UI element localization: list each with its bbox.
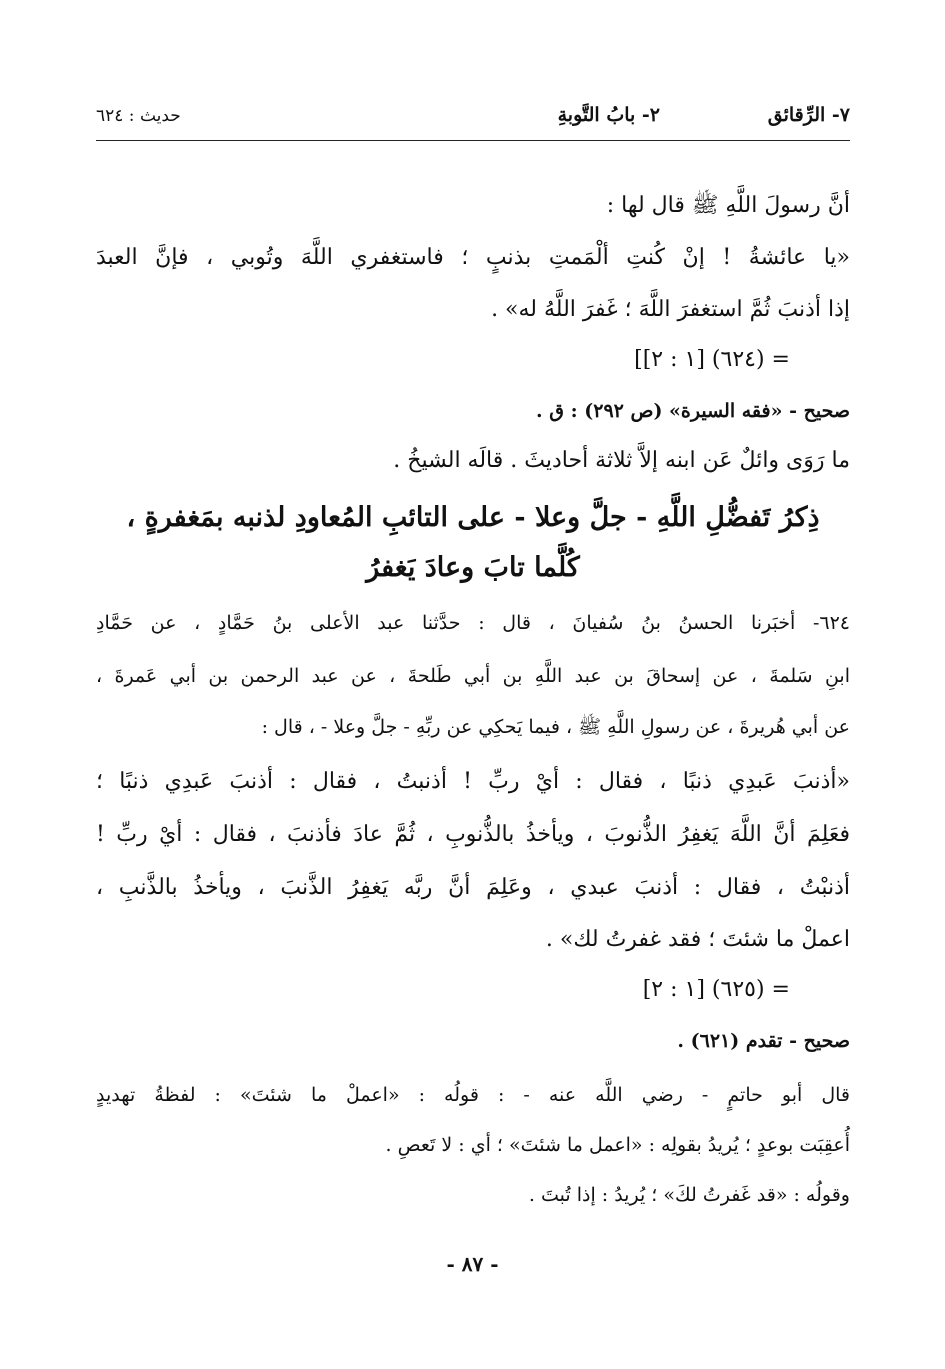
hadith-line: «أذنبَ عَبدِي ذنبًا ، فقال : أيْ ربِّ ! أذنبتُ ، فقال : أذنبَ عَبدِي ذنبًا ؛: [96, 769, 850, 794]
hadith-number-label: حديث : ٦٢٤: [96, 106, 181, 126]
hadith-line: اعملْ ما شئتَ ؛ فقد غفرتُ لك» .: [545, 927, 850, 952]
hadith-line: عن أبي هُريرةَ ، عن رسولِ اللَّهِ ﷺ ، فيما يَحكِي عن ربِّهِ - جلَّ وعلا - ، قال :: [261, 716, 850, 738]
section-title: ٢- بابُ التَّوبةِ: [557, 104, 660, 126]
header-divider: [96, 140, 850, 141]
commentary-line: قال أبو حاتمٍ - رضي اللَّه عنه - : قولُه : «اعملْ ما شئتَ» : لفظةُ تهديدٍ: [96, 1084, 850, 1106]
commentary-line: وقولُه : «قد غَفرتُ لكَ» ؛ يُريدُ : إذا تُبتَ .: [528, 1184, 850, 1206]
text-line: إذا أذنبَ ثُمَّ استغفرَ اللَّهَ ؛ غَفرَ اللَّهُ له» .: [491, 297, 850, 322]
cross-reference: = (٦٢٥) [١ : ٢]: [642, 977, 790, 1002]
hadith-line: ٦٢٤- أخبَرنا الحسنُ بنُ سُفيانَ ، قال : حدَّثنا عبد الأعلى بنُ حَمَّادٍ ، عن حَمَّادِ: [96, 612, 850, 634]
cross-reference: = (٦٢٤) [١ : ٢]]: [634, 347, 790, 372]
running-header: [96, 100, 850, 140]
commentary-line: أُعقِبَت بوعدٍ ؛ يُريدُ بقولِه : «اعمل ما شئتَ» ؛ أي : لا تَعصِ .: [385, 1134, 850, 1156]
hadith-line: أذنبْتُ ، فقال : أذنبَ عبدي ، وعَلِمَ أنَّ ربَّه يَغفِرُ الذَّنبَ ، ويأخذُ بالذَّنبِ ،: [96, 875, 850, 900]
page-number: - ٨٧ -: [446, 1252, 499, 1276]
text-line: «يا عائشةُ ! إنْ كُنتِ ألْمَمتِ بذنبٍ ؛ فاستغفري اللَّهَ وتُوبي ، فإنَّ العبدَ: [96, 245, 850, 270]
grading-note: صحيح - «فقه السيرة» (ص ٢٩٢) : ق .: [536, 400, 850, 422]
grading-note: صحيح - تقدم (٦٢١) .: [677, 1030, 850, 1052]
hadith-line: فعَلِمَ أنَّ اللَّهَ يَغفِرُ الذُّنوبَ ، ويأخذُ بالذُّنوبِ ، ثُمَّ عادَ فأذنبَ ، فقال : أيْ ربِّ !: [96, 822, 850, 847]
hadith-line: ابنِ سَلمةَ ، عن إسحاقَ بن عبد اللَّهِ بن أبي طَلحةَ ، عن عبد الرحمن بن أبي عَمرةَ ،: [96, 665, 850, 687]
chapter-heading: كُلَّما تابَ وعادَ يَغفرُ: [366, 552, 580, 583]
chapter-heading: ذِكرُ تَفضُّلِ اللَّهِ - جلَّ وعلا - على التائبِ المُعاودِ لذنبه بمَغفرةٍ ،: [126, 502, 820, 533]
text-line: ما رَوَى وائلٌ عَن ابنه إلاَّ ثلاثة أحاديثَ . قالَه الشيخُ .: [393, 448, 850, 473]
chapter-title: ٧- الرِّقائق: [767, 104, 850, 126]
text-line: أنَّ رسولَ اللَّهِ ﷺ قال لها :: [606, 193, 850, 218]
